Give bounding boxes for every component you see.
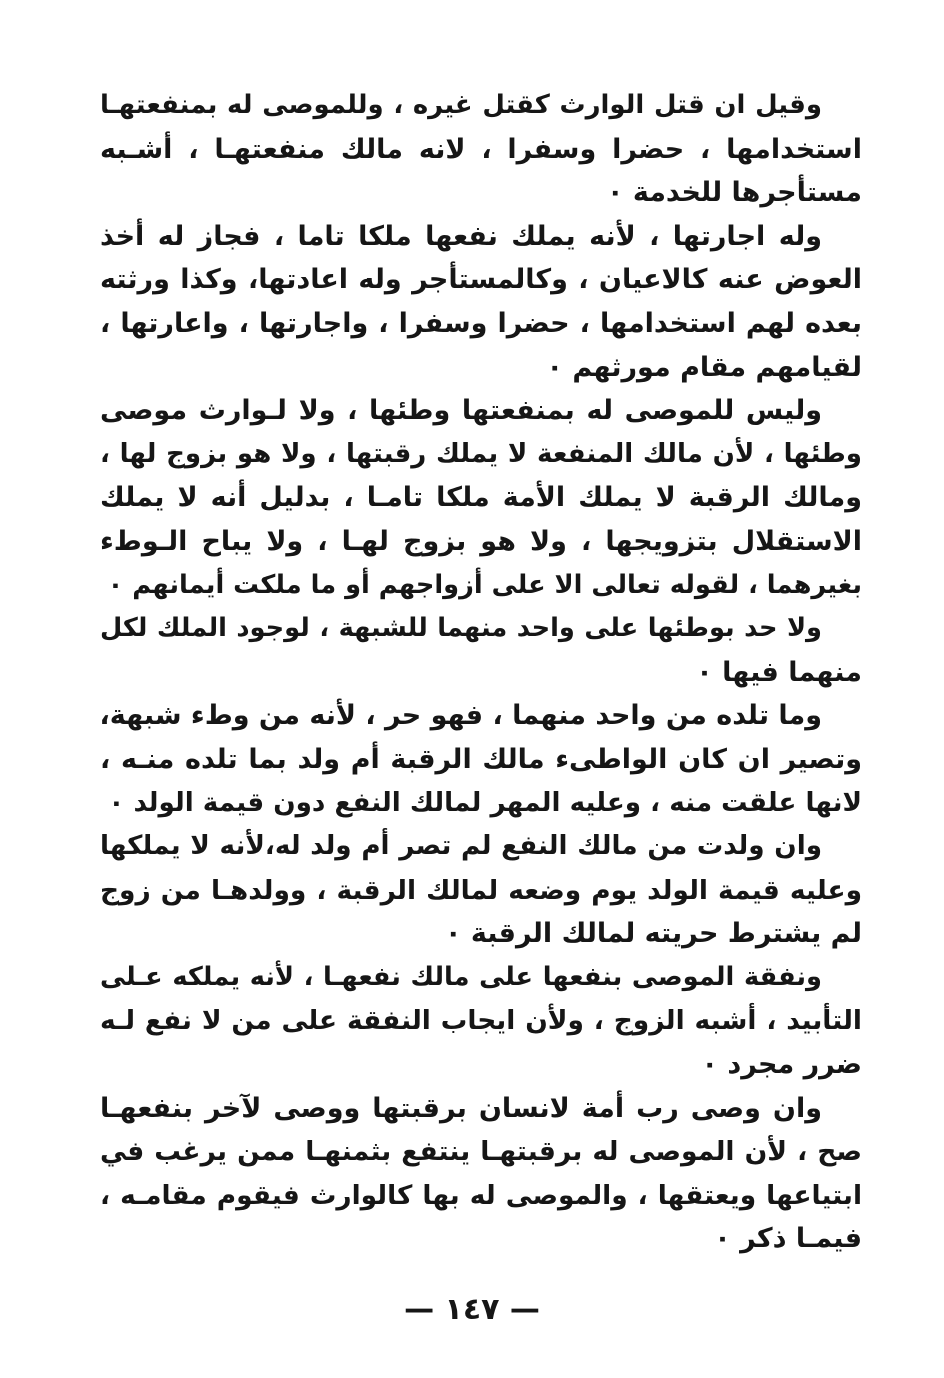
text-line: لقيامهم مقام مورثهم ٠ (546, 351, 862, 383)
text-line: لانها علقت منه ، وعليه المهر لمالك النفع دون قيمة الولد ٠ (108, 787, 862, 818)
text-line: ولا حد بوطئها على واحد منهما للشبهة ، لوجود الملك لكل (100, 613, 822, 644)
paragraph-7 (100, 956, 862, 1087)
text-line: وان ولدت من مالك النفع لم تصر أم ولد له،لأنه لا يملكها (100, 831, 822, 862)
text-line: وله اجارتها ، لأنه يملك نفعها ملكا تاما ، فجاز له أخذ (100, 220, 822, 252)
text-line: التأبيد ، أشبه الزوج ، ولأن ايجاب النفقة على من لا نفع لـه (100, 1005, 862, 1037)
text-line: الاستقلال بتزويجها ، ولا هو بزوج لهـا ، ولا يباح الـوطء (100, 525, 862, 557)
text-line: ابتياعها ويعتقها ، والموصى له بها كالوارث فيقوم مقامـه ، (100, 1179, 862, 1211)
text-line: بغيرهما ، لقوله تعالى الا على أزواجهم أو ما ملكت أيمانهم ٠ (107, 569, 862, 600)
text-line: استخدامها ، حضرا وسفرا ، لانه مالك منفعتهـا ، أشـبه (100, 133, 862, 165)
text-line: ضرر مجرد ٠ (701, 1049, 862, 1081)
paragraph-5 (100, 694, 862, 825)
text-line: منهما فيها ٠ (696, 656, 862, 688)
text-line: وقيل ان قتل الوارث كقتل غيره ، وللموصى له بمنفعتهـا (100, 90, 822, 120)
text-line: ومالك الرقبة لا يملك الأمة ملكا تامـا ، بدليل أنه لا يملك (100, 482, 862, 514)
text-line: فيمـا ذكر ٠ (714, 1223, 862, 1255)
page-body (100, 84, 862, 1261)
page-number: — ١٤٧ — (404, 1292, 540, 1327)
paragraph-8 (100, 1087, 862, 1261)
text-line: وعليه قيمة الولد يوم وضعه لمالك الرقبة ، وولدهـا من زوج (100, 874, 862, 906)
text-line: العوض عنه كالاعيان ، وكالمستأجر وله اعادتها، وكذا ورثته (100, 264, 862, 296)
paragraph-6 (100, 825, 862, 956)
text-line: بعده لهم استخدامها ، حضرا وسفرا ، واجارتها ، واعارتها ، (100, 307, 862, 339)
text-line: مستأجرها للخدمة ٠ (606, 177, 862, 209)
text-line: لم يشترط حريته لمالك الرقبة ٠ (445, 918, 862, 950)
paragraph-2 (100, 215, 862, 389)
text-line: وتصير ان كان الواطىء مالك الرقبة أم ولد بما تلده منـه ، (100, 743, 862, 775)
text-line: صح ، لأن الموصى له برقبتهـا ينتفع بثمنهـا ممن يرغب في (100, 1136, 862, 1168)
text-line: ونفقة الموصى بنفعها على مالك نفعهـا ، لأنه يملكه عـلى (100, 961, 822, 992)
paragraph-4 (100, 607, 862, 694)
text-line: وان وصى رب أمة لانسان برقبتها ووصى لآخر بنفعهـا (100, 1092, 822, 1124)
text-line: وما تلده من واحد منهما ، فهو حر ، لأنه من وطء شبهة، (99, 700, 822, 732)
text-line: وطئها ، لأن مالك المنفعة لا يملك رقبتها ، ولا هو بزوج لها ، (100, 438, 862, 469)
paragraph-3 (100, 389, 862, 607)
text-line: وليس للموصى له بمنفعتها وطئها ، ولا لـوارث موصى (100, 395, 822, 427)
paragraph-1 (100, 84, 862, 215)
